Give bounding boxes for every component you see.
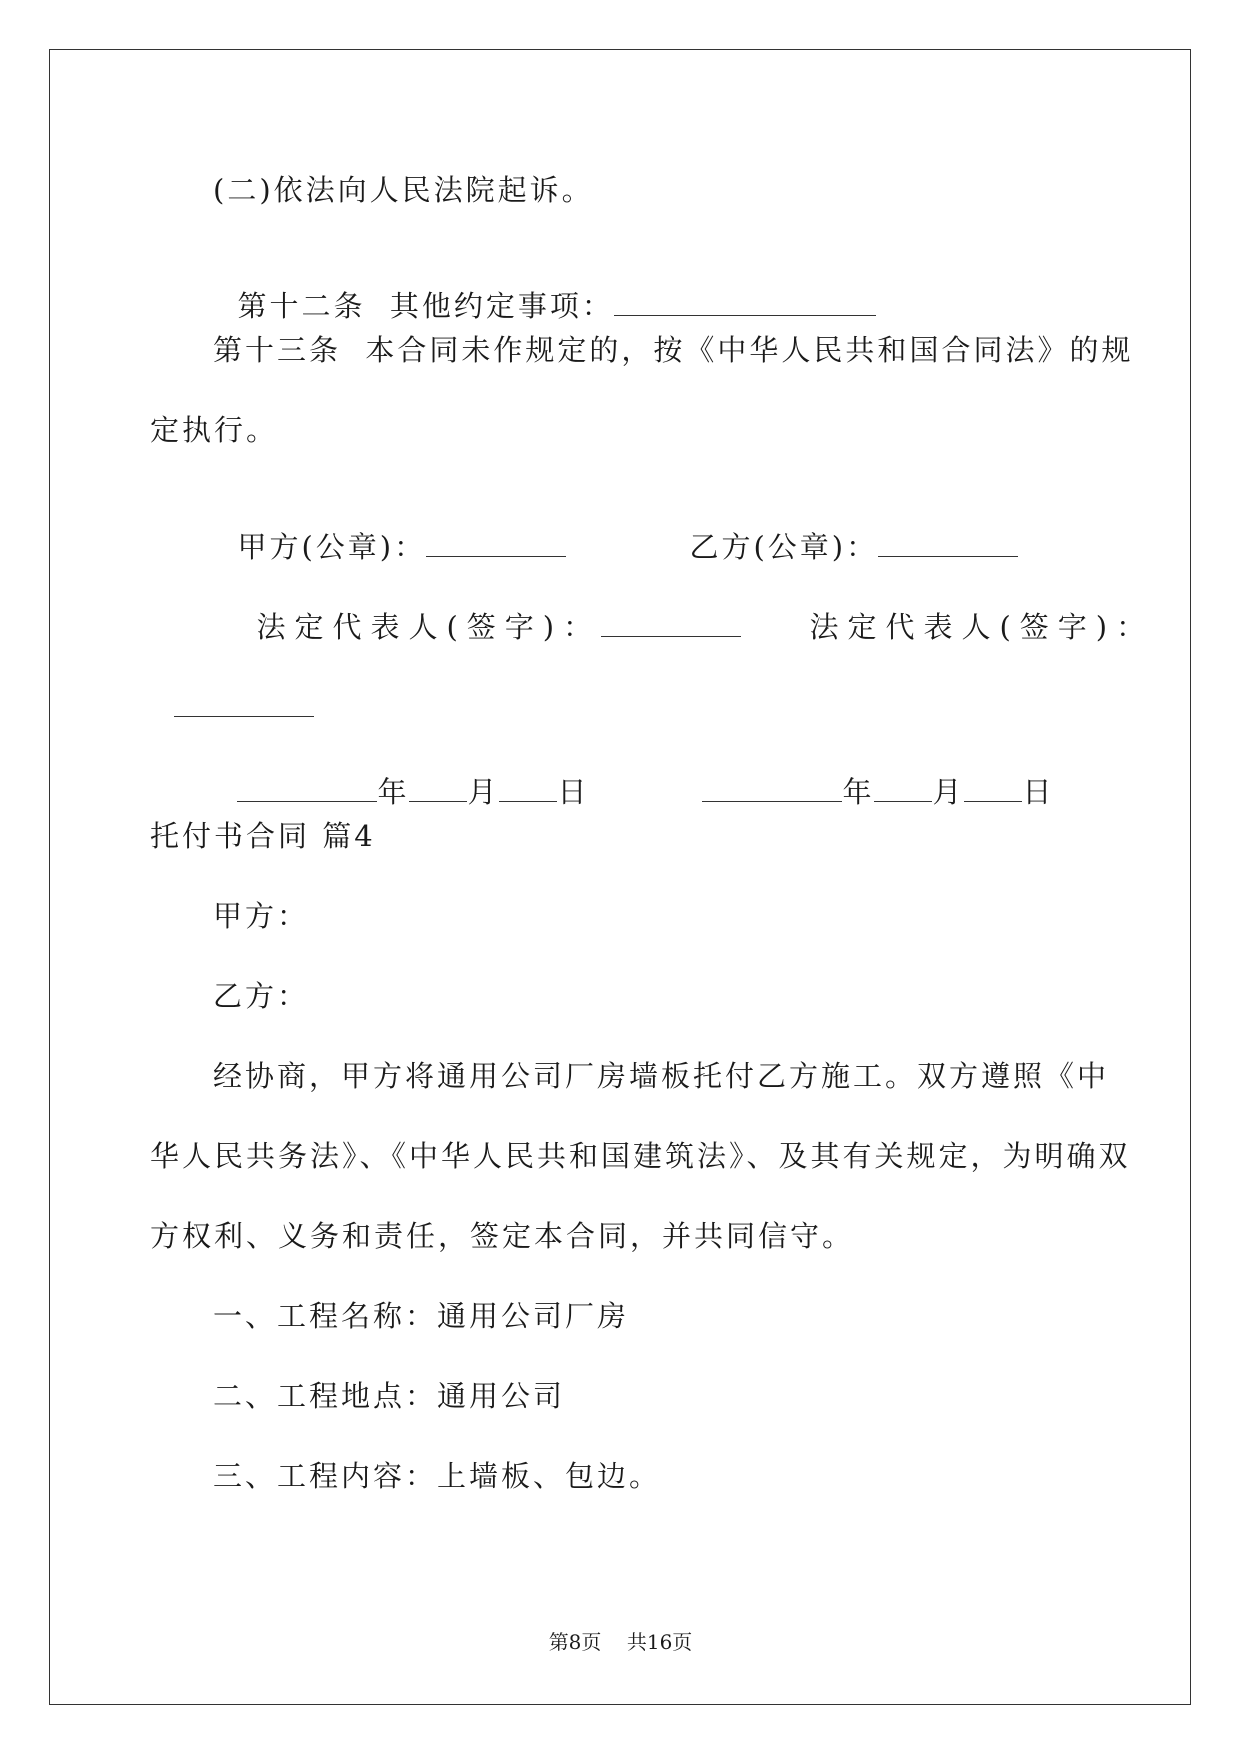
clause-12-text: 第十二条 其他约定事项： (237, 289, 614, 323)
page-number: 第8页 共16页 (548, 1630, 693, 1654)
clause-item-2: (二)依法向人民法院起诉。 (213, 173, 594, 207)
section-heading: 托付书合同 篇4 (150, 819, 376, 853)
clause-12 (213, 252, 876, 324)
paragraph-line-3: 方权利、义务和责任，签定本合同，并共同信守。 (150, 1219, 855, 1253)
blank-line (601, 614, 741, 637)
date-a (213, 738, 589, 810)
clause-13: 第十三条 本合同未作规定的，按《中华人民共和国合同法》的规 (213, 333, 1134, 367)
paragraph-line-1: 经协商，甲方将通用公司厂房墙板托付乙方施工。双方遵照《中 (213, 1059, 1110, 1093)
date-day-label: 日 (1022, 775, 1055, 809)
date-year-label: 年 (842, 775, 875, 809)
party-b-seal-label: 乙方(公章)： (689, 530, 879, 564)
party-a-rep-label: 法定代表人(签字)： (256, 610, 602, 644)
project-content: 三、工程内容：上墙板、包边。 (213, 1459, 662, 1493)
party-a-seal-label: 甲方(公章)： (237, 530, 427, 564)
date-year-label: 年 (377, 775, 410, 809)
blank-line (426, 534, 566, 557)
blank-line (614, 293, 876, 316)
project-location: 二、工程地点：通用公司 (213, 1379, 566, 1413)
clause-13-cont: 定执行。 (150, 413, 279, 447)
date-day-label: 日 (557, 775, 590, 809)
paragraph-line-2: 华人民共务法》、《中华人民共和国建筑法》、及其有关规定，为明确双 (150, 1139, 1131, 1173)
party-a-seal (213, 493, 566, 565)
blank-line (878, 534, 1018, 557)
blank-line (874, 779, 932, 802)
party-a-rep (220, 573, 741, 645)
party-b: 乙方： (213, 979, 310, 1013)
blank-line (499, 779, 557, 802)
date-month-label: 月 (467, 775, 500, 809)
party-b-seal (665, 493, 1018, 565)
party-a: 甲方： (213, 899, 310, 933)
blank-line (964, 779, 1022, 802)
date-b (678, 738, 1054, 810)
date-month-label: 月 (932, 775, 965, 809)
blank-line (237, 779, 377, 802)
party-b-rep-blank (150, 653, 314, 725)
blank-line (409, 779, 467, 802)
project-name: 一、工程名称：通用公司厂房 (213, 1299, 630, 1333)
blank-line (174, 694, 314, 717)
party-b-rep (773, 573, 1154, 645)
party-b-rep-label: 法定代表人(签字)： (809, 610, 1155, 644)
blank-line (702, 779, 842, 802)
